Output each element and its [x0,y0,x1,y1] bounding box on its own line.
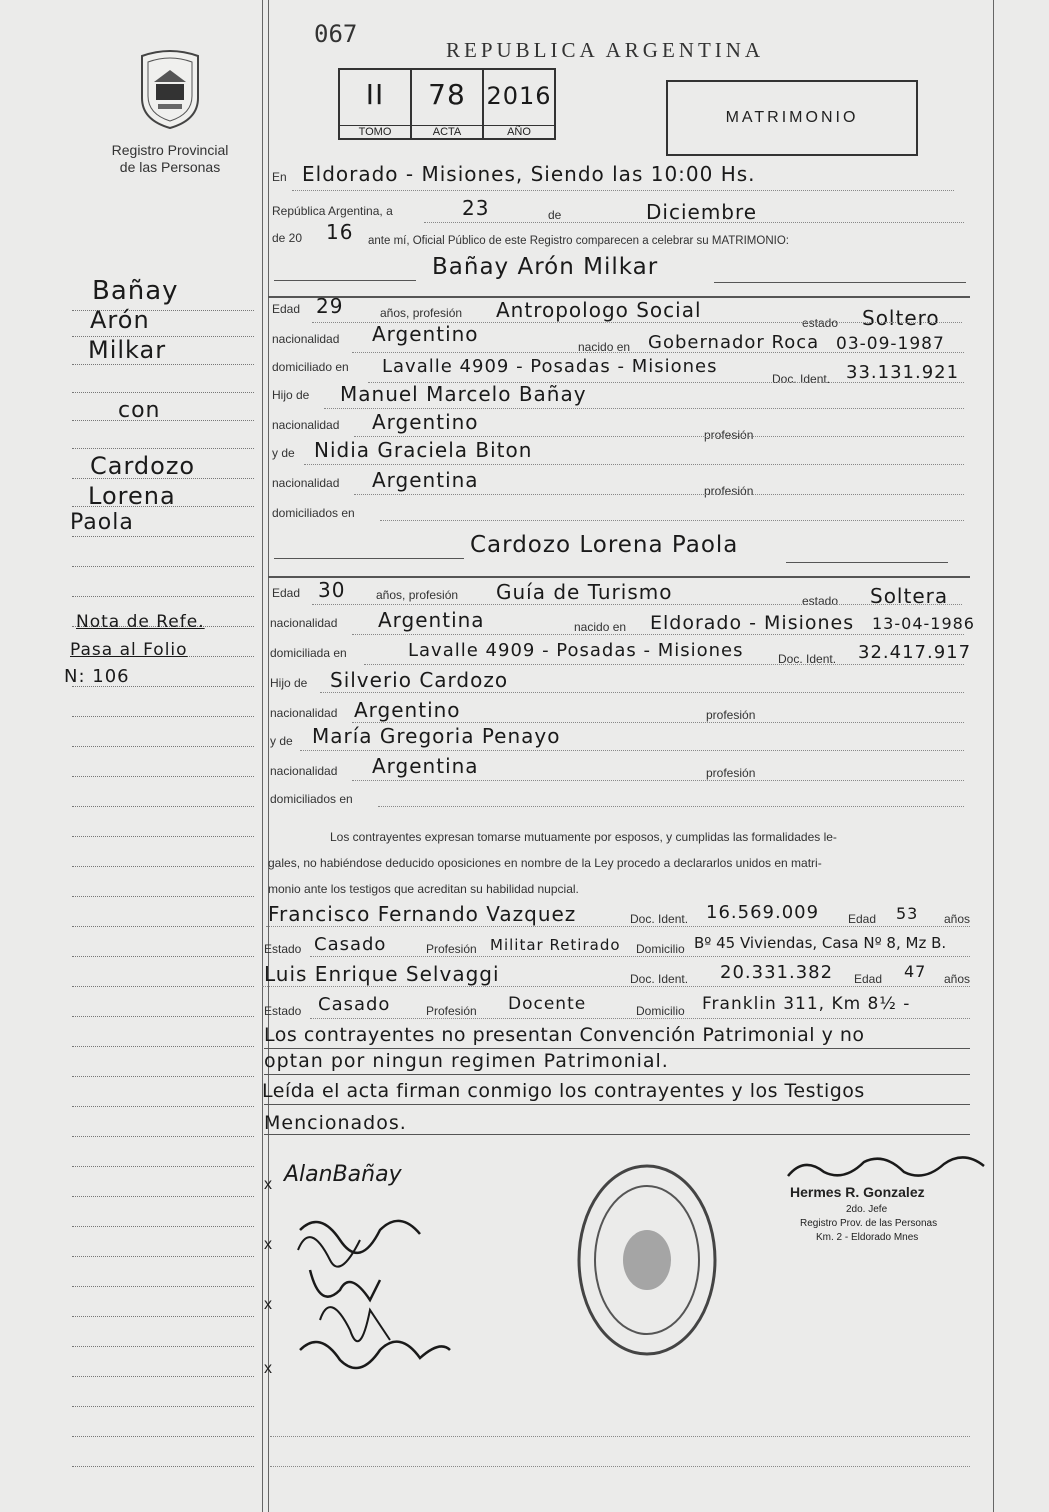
margin-name-line-2: Arón [90,306,150,334]
official-name: Hermes R. Gonzalez [790,1184,925,1200]
bride-nacionalidad-label: nacionalidad [270,616,338,630]
bride-father-nationality: Argentino [354,698,461,722]
witness2-status: Casado [318,994,391,1015]
month-value: Diciembre [646,200,758,224]
signature-mark-2: x [264,1236,272,1253]
margin-note-line-1: Nota de Refe. [76,612,205,632]
margin-note-line-2: Pasa al Folio [70,640,188,660]
statement-line-1: Los contrayentes expresan tomarse mutuamente por esposos, y cumplidas las formalidades le- [330,830,837,844]
bride-doc-label: Doc. Ident. [778,652,837,666]
left-frame-line-inner [268,0,269,1512]
witness1-status: Casado [314,934,387,955]
groom-estado-label: estado [802,316,839,330]
witness1-address: Bº 45 Viviendas, Casa Nº 8, Mz B. [694,934,947,952]
bride-doc: 32.417.917 [858,642,972,663]
bride-hijo-label: Hijo de [270,676,308,690]
tomo-value: II [365,78,385,111]
groom-doc: 33.131.921 [846,362,960,383]
groom-father: Manuel Marcelo Bañay [340,382,587,406]
anio-value: 2016 [486,82,552,110]
witness2-anos-label: años [944,972,971,986]
bride-address: Lavalle 4909 - Posadas - Misiones [408,640,744,661]
witness1-estado-label: Estado [264,942,302,956]
bride-father: Silverio Cardozo [330,668,509,692]
groom-name: Bañay Arón Milkar [432,254,659,280]
witness2-doc: 20.331.382 [720,962,834,983]
record-type-label: MATRIMONIO [725,109,859,126]
groom-nacionalidad-label: nacionalidad [272,332,340,346]
witness2-profession: Docente [508,994,587,1014]
groom-age: 29 [316,294,344,318]
acta-label: ACTA [412,125,482,138]
signature-mark-1: x [264,1176,272,1193]
country-title: REPUBLICA ARGENTINA [446,38,765,62]
tomo-label: TOMO [340,125,410,138]
official-title: 2do. Jefe [846,1204,888,1215]
registry-name-line1: Registro Provincial [111,142,229,158]
bride-nationality: Argentina [378,608,485,632]
witness1-profession: Militar Retirado [490,936,621,954]
margin-name-line-7: Paola [70,510,134,535]
margin-name-line-6: Lorena [88,482,176,510]
witness1-profesion-label: Profesión [426,942,477,956]
groom-edad-label: Edad [272,302,301,316]
anio-label: AÑO [484,125,554,138]
witness2-profesion-label: Profesión [426,1004,477,1018]
witness2-doc-label: Doc. Ident. [630,972,689,986]
handwritten-signatures [280,1190,480,1390]
groom-hijo-label: Hijo de [272,388,310,402]
intro-text: ante mí, Oficial Público de este Registro comparecen a celebrar su MATRIMONIO: [368,235,789,247]
groom-domiciliados-label: domiciliados en [272,506,355,520]
closing-line-4: Mencionados. [264,1112,407,1134]
signature-mark-3: x [264,1296,272,1313]
bride-age: 30 [318,578,346,602]
bride-mother-profession-label: profesión [706,766,756,780]
right-frame-line [993,0,994,1512]
official-office: Registro Prov. de las Personas [800,1218,938,1229]
en-label: En [272,170,287,184]
groom-profession: Antropologo Social [496,298,702,322]
official-signature [784,1146,990,1186]
bride-profession: Guía de Turismo [496,580,673,604]
statement-paragraph [268,824,972,902]
margin-name-line-5: Cardozo [90,452,196,480]
groom-father-profession-label: profesión [704,428,754,442]
groom-domiciliado-label: domiciliado en [272,360,349,374]
bride-birthdate: 13-04-1986 [872,614,975,633]
margin-name-line-4: con [118,398,161,423]
witness2-domicilio-label: Domicilio [636,1004,685,1018]
bride-profesion-label: años, profesión [376,588,459,602]
margin-name-line-1: Bañay [92,276,179,306]
groom-nationality: Argentino [372,322,479,346]
registry-name-line2: de las Personas [119,159,221,175]
groom-mother: Nidia Graciela Biton [314,438,533,462]
closing-line-2: optan por ningun regimen Patrimonial. [264,1050,669,1072]
groom-civil-status: Soltero [862,306,940,330]
record-numbers-box [338,68,556,140]
record-type-box [666,80,918,156]
witness1-doc-label: Doc. Ident. [630,912,689,926]
bride-birthplace: Eldorado - Misiones [650,612,855,634]
de-label: de [548,208,562,222]
witness2-name: Luis Enrique Selvaggi [264,962,500,986]
groom-address: Lavalle 4909 - Posadas - Misiones [382,356,718,377]
witness2-estado-label: Estado [264,1004,302,1018]
witness1-anos-label: años [944,912,971,926]
bride-domiciliados-label: domiciliados en [270,792,353,806]
bride-nacido-label: nacido en [574,620,627,634]
bride-mother-nationality-label: nacionalidad [270,764,338,778]
bride-yde-label: y de [270,734,293,748]
groom-father-nationality-label: nacionalidad [272,418,340,432]
groom-birthplace: Gobernador Roca [648,332,820,353]
year-prefix-label: de 20 [272,231,303,245]
witness1-age: 53 [896,904,919,923]
bride-domiciliado-label: domiciliada en [270,646,347,660]
bride-name: Cardozo Lorena Paola [470,532,739,558]
margin-note-line-3: N: 106 [64,666,130,687]
statement-line-2: gales, no habiéndose deducido oposiciones en nombre de la Ley procedo a declararlos unidos en matri- [268,856,822,870]
bride-civil-status: Soltera [870,584,949,608]
page-number: 067 [314,20,358,48]
witness1-name: Francisco Fernando Vazquez [268,902,577,926]
bride-mother: María Gregoria Penayo [312,724,561,748]
closing-line-3: Leída el acta firman conmigo los contrayentes y los Testigos [262,1080,865,1102]
official-location: Km. 2 - Eldorado Mnes [816,1232,919,1243]
groom-signature: AlanBañay [284,1162,402,1187]
republica-label: República Argentina, a [272,204,393,218]
groom-father-nationality: Argentino [372,410,479,434]
groom-mother-nationality: Argentina [372,468,479,492]
bride-estado-label: estado [802,594,839,608]
witness2-edad-label: Edad [854,972,883,986]
closing-line-1: Los contrayentes no presentan Convención Patrimonial y no [264,1024,865,1046]
bride-father-nationality-label: nacionalidad [270,706,338,720]
place-and-time: Eldorado - Misiones, Siendo las 10:00 Hs. [302,162,756,186]
official-round-stamp [572,1160,722,1360]
margin-name-line-3: Milkar [88,336,167,364]
witness1-edad-label: Edad [848,912,877,926]
witness2-age: 47 [904,962,927,981]
bride-edad-label: Edad [272,586,301,600]
witness2-address: Franklin 311, Km 8½ - [702,994,911,1014]
bride-father-profession-label: profesión [706,708,756,722]
statement-line-3: monio ante los testigos que acreditan su habilidad nupcial. [268,882,579,896]
groom-mother-nationality-label: nacionalidad [272,476,340,490]
groom-yde-label: y de [272,446,295,460]
groom-nacido-label: nacido en [578,340,631,354]
acta-value: 78 [428,78,466,111]
groom-mother-profession-label: profesión [704,484,754,498]
day-value: 23 [462,196,490,220]
groom-doc-label: Doc. Ident. [772,372,831,386]
groom-birthdate: 03-09-1987 [836,334,945,354]
groom-profesion-label: años, profesión [380,306,463,320]
bride-mother-nationality: Argentina [372,754,479,778]
year-suffix: 16 [326,220,354,244]
signature-mark-4: x [264,1360,272,1377]
witness1-doc: 16.569.009 [706,902,820,923]
witness1-domicilio-label: Domicilio [636,942,685,956]
left-frame-line [262,0,263,1512]
provincial-seal-logo [132,48,208,130]
